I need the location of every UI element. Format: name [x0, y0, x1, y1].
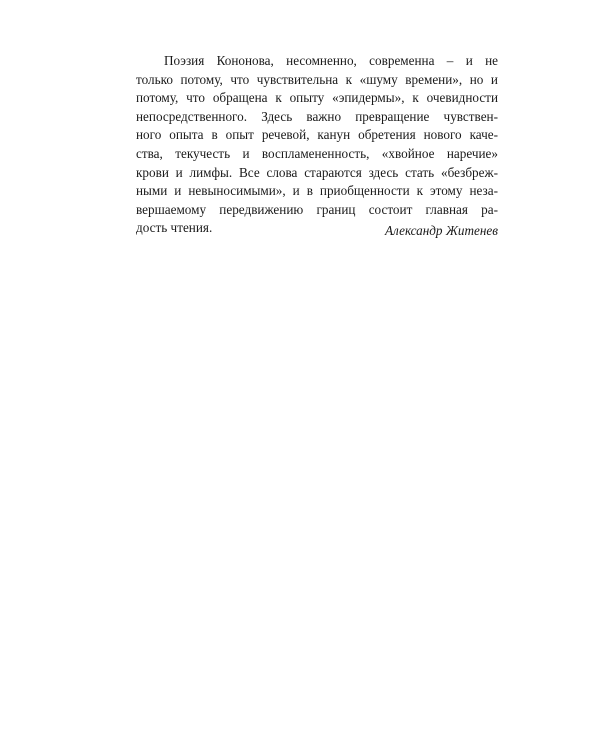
paragraph-line: только потому, что чувствительна к «шуму времени», но и: [136, 71, 498, 87]
body-paragraph: [136, 52, 498, 238]
author-signature: Александр Житенев: [384, 223, 498, 238]
paragraph-line: Поэзия Кононова, несомненно, современна – и не: [164, 53, 498, 68]
paragraph-line: непосредственного. Здесь важно превращение чувствен-: [136, 108, 498, 124]
paragraph-line: потому, что обращена к опыту «эпидермы», к очевидности: [136, 90, 498, 106]
paragraph-line: ными и невыносимыми», и в приобщенности к этому неза-: [136, 183, 498, 199]
paragraph-line: ства, текучесть и воспламененность, «хвойное наречие»: [136, 145, 498, 161]
paragraph-line: вершаемому передвижению границ состоит главная ра-: [136, 201, 498, 217]
paragraph-line: дость чтения.: [136, 220, 213, 236]
paragraph-line: крови и лимфы. Все слова стараются здесь стать «безбреж-: [136, 164, 498, 180]
paragraph-line: ного опыта в опыт речевой, канун обретения нового каче-: [136, 127, 498, 143]
